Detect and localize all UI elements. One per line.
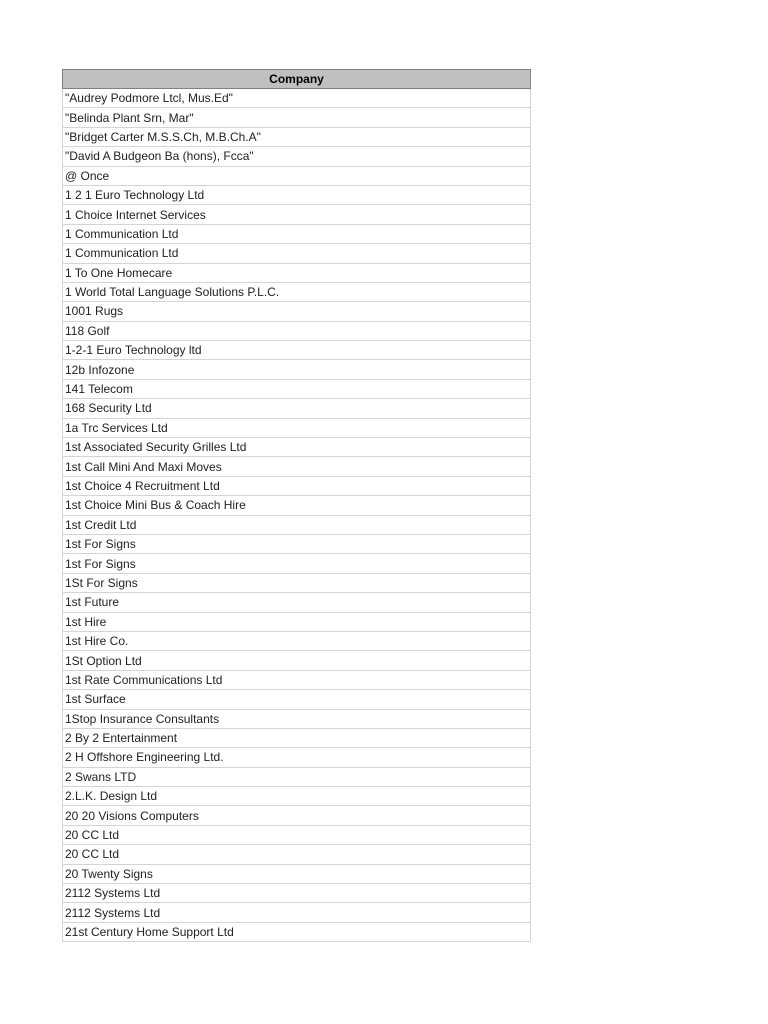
- company-cell: 20 CC Ltd: [63, 845, 531, 864]
- company-cell: 1a Trc Services Ltd: [63, 418, 531, 437]
- company-cell: "David A Budgeon Ba (hons), Fcca": [63, 147, 531, 166]
- table-row: [63, 922, 531, 941]
- table-row: [63, 767, 531, 786]
- company-cell: 1 World Total Language Solutions P.L.C.: [63, 282, 531, 301]
- table-row: [63, 282, 531, 301]
- table-row: [63, 185, 531, 204]
- table-row: [63, 341, 531, 360]
- table-row: [63, 418, 531, 437]
- company-cell: 1st Choice 4 Recruitment Ltd: [63, 476, 531, 495]
- company-cell: 12b Infozone: [63, 360, 531, 379]
- table-row: [63, 476, 531, 495]
- company-cell: 1st Credit Ltd: [63, 515, 531, 534]
- company-cell: "Bridget Carter M.S.S.Ch, M.B.Ch.A": [63, 127, 531, 146]
- table-row: [63, 399, 531, 418]
- company-cell: 168 Security Ltd: [63, 399, 531, 418]
- table-row: [63, 573, 531, 592]
- company-cell: "Audrey Podmore Ltcl, Mus.Ed": [63, 89, 531, 108]
- company-cell: 1st For Signs: [63, 534, 531, 553]
- table-row: [63, 690, 531, 709]
- company-cell: 1 Communication Ltd: [63, 244, 531, 263]
- table-row: [63, 379, 531, 398]
- table-row: [63, 651, 531, 670]
- table-row: [63, 806, 531, 825]
- table-header: [63, 70, 531, 89]
- header-row: [63, 70, 531, 89]
- table-row: [63, 89, 531, 108]
- table-row: [63, 631, 531, 650]
- table-row: [63, 166, 531, 185]
- table-row: [63, 205, 531, 224]
- table-row: [63, 748, 531, 767]
- company-cell: @ Once: [63, 166, 531, 185]
- company-cell: 1st Associated Security Grilles Ltd: [63, 438, 531, 457]
- table-row: [63, 903, 531, 922]
- table-row: [63, 321, 531, 340]
- company-cell: 2 Swans LTD: [63, 767, 531, 786]
- company-cell: 1st For Signs: [63, 554, 531, 573]
- company-cell: 1st Future: [63, 593, 531, 612]
- table-row: [63, 457, 531, 476]
- table-row: [63, 147, 531, 166]
- company-cell: 2.L.K. Design Ltd: [63, 787, 531, 806]
- company-cell: 1-2-1 Euro Technology ltd: [63, 341, 531, 360]
- table-row: [63, 612, 531, 631]
- company-cell: 1st Call Mini And Maxi Moves: [63, 457, 531, 476]
- company-cell: 1 Communication Ltd: [63, 224, 531, 243]
- table-body: [63, 89, 531, 942]
- table-row: [63, 438, 531, 457]
- company-cell: 1st Hire: [63, 612, 531, 631]
- table-row: [63, 787, 531, 806]
- company-cell: 1 2 1 Euro Technology Ltd: [63, 185, 531, 204]
- company-cell: 21st Century Home Support Ltd: [63, 922, 531, 941]
- company-cell: 2112 Systems Ltd: [63, 903, 531, 922]
- company-cell: 1 Choice Internet Services: [63, 205, 531, 224]
- company-cell: 1st Rate Communications Ltd: [63, 670, 531, 689]
- company-cell: "Belinda Plant Srn, Mar": [63, 108, 531, 127]
- table-row: [63, 670, 531, 689]
- table-row: [63, 554, 531, 573]
- table-row: [63, 108, 531, 127]
- company-cell: 1st Hire Co.: [63, 631, 531, 650]
- company-cell: 118 Golf: [63, 321, 531, 340]
- company-cell: 20 Twenty Signs: [63, 864, 531, 883]
- column-header-company: Company: [63, 70, 531, 89]
- table-row: [63, 263, 531, 282]
- table-row: [63, 224, 531, 243]
- table-row: [63, 127, 531, 146]
- company-cell: 1st Choice Mini Bus & Coach Hire: [63, 496, 531, 515]
- company-cell: 1001 Rugs: [63, 302, 531, 321]
- table-row: [63, 515, 531, 534]
- table-row: [63, 825, 531, 844]
- table-row: [63, 884, 531, 903]
- table-row: [63, 496, 531, 515]
- table-row: [63, 360, 531, 379]
- company-cell: 2112 Systems Ltd: [63, 884, 531, 903]
- company-cell: 1 To One Homecare: [63, 263, 531, 282]
- company-cell: 2 By 2 Entertainment: [63, 728, 531, 747]
- company-cell: 2 H Offshore Engineering Ltd.: [63, 748, 531, 767]
- company-cell: 20 CC Ltd: [63, 825, 531, 844]
- table-row: [63, 593, 531, 612]
- table-row: [63, 302, 531, 321]
- table-row: [63, 728, 531, 747]
- company-cell: 141 Telecom: [63, 379, 531, 398]
- company-cell: 1St Option Ltd: [63, 651, 531, 670]
- table-row: [63, 534, 531, 553]
- company-cell: 1st Surface: [63, 690, 531, 709]
- company-cell: 20 20 Visions Computers: [63, 806, 531, 825]
- company-cell: 1Stop Insurance Consultants: [63, 709, 531, 728]
- table-row: [63, 864, 531, 883]
- table-row: [63, 845, 531, 864]
- table-row: [63, 244, 531, 263]
- table-row: [63, 709, 531, 728]
- company-table: [62, 69, 531, 942]
- company-cell: 1St For Signs: [63, 573, 531, 592]
